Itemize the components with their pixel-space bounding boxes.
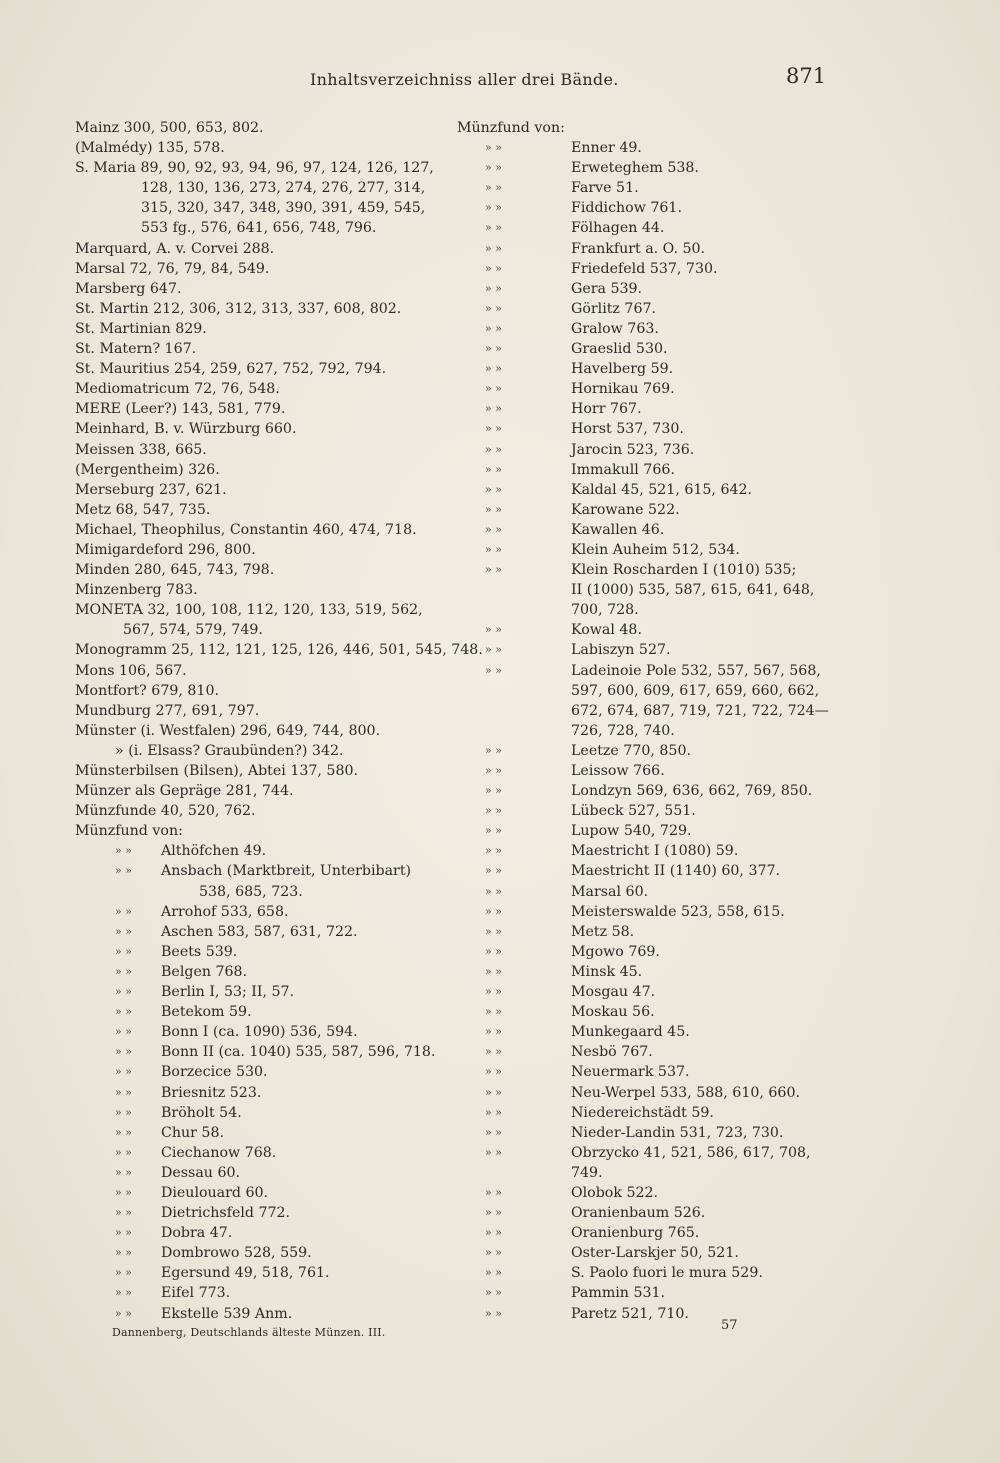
ditto-mark: » » — [485, 743, 502, 757]
fund-entry-text: Dietrichsfeld 772. — [161, 1205, 291, 1222]
ditto-mark: » » — [485, 301, 502, 315]
fund-entry-text: Gralow 763. — [571, 320, 659, 337]
ditto-mark: » » — [485, 623, 502, 637]
fund-entry-text: Enner 49. — [571, 140, 642, 157]
ditto-mark: » » — [485, 1125, 502, 1139]
index-entry: St. Mauritius 254, 259, 627, 752, 792, 794. — [75, 361, 387, 378]
index-entry: Metz 68, 547, 735. — [75, 501, 211, 518]
index-entry: St. Martinian 829. — [75, 320, 207, 337]
fund-entry-text: Horst 537, 730. — [571, 421, 684, 438]
fund-entry — [75, 1123, 475, 1143]
ditto-mark: » » — [485, 1025, 502, 1039]
ditto-mark: » » — [115, 1246, 132, 1260]
fund-entry-text: Oranienburg 765. — [571, 1225, 700, 1242]
fund-entry-text: Oranienbaum 526. — [571, 1205, 706, 1222]
fund-entry — [457, 319, 857, 339]
fund-entry — [75, 922, 475, 942]
index-entry: Marquard, A. v. Corvei 288. — [75, 240, 275, 257]
ditto-mark: » » — [485, 1105, 502, 1119]
fund-entry-text: Lübeck 527, 551. — [571, 803, 696, 820]
ditto-mark: » » — [485, 1005, 502, 1019]
fund-entry-text: Oster-Larskjer 50, 521. — [571, 1245, 739, 1262]
ditto-mark: » » — [485, 884, 502, 898]
fund-entry — [457, 861, 857, 881]
fund-entry — [457, 379, 857, 399]
ditto-mark: » » — [485, 1266, 502, 1280]
fund-entry — [75, 1062, 475, 1082]
running-title: Inhaltsverzeichniss aller drei Bände. — [310, 70, 619, 89]
fund-entry-text: Chur 58. — [161, 1124, 224, 1141]
fund-entry-text: Frankfurt a. O. 50. — [571, 240, 706, 257]
ditto-mark: » » — [485, 1065, 502, 1079]
fund-entry-continuation: 749. — [571, 1164, 603, 1181]
ditto-mark: » » — [485, 342, 502, 356]
fund-entry — [75, 1243, 475, 1263]
fund-list-right — [457, 138, 857, 1324]
fund-entry-text: Labiszyn 527. — [571, 642, 671, 659]
ditto-mark: » » — [485, 362, 502, 376]
ditto-mark: » » — [115, 904, 132, 918]
fund-entry-text: Leetze 770, 850. — [571, 742, 691, 759]
fund-entry — [457, 1022, 857, 1042]
index-entry: Meinhard, B. v. Würzburg 660. — [75, 421, 297, 438]
fund-entry — [457, 560, 857, 580]
ditto-mark: » » — [115, 944, 132, 958]
ditto-mark: » » — [485, 462, 502, 476]
ditto-mark: » » — [485, 442, 502, 456]
fund-entry — [457, 540, 857, 560]
ditto-mark: » » — [485, 844, 502, 858]
fund-entry-text: Olobok 522. — [571, 1184, 659, 1201]
ditto-mark: » » — [485, 201, 502, 215]
ditto-mark: » » — [485, 1185, 502, 1199]
fund-entry — [457, 741, 857, 761]
fund-entry-text: Nieder-Landin 531, 723, 730. — [571, 1124, 784, 1141]
fund-entry — [75, 1022, 475, 1042]
ditto-mark: » » — [115, 985, 132, 999]
fund-entry-continuation: 538, 685, 723. — [199, 883, 303, 900]
fund-entry — [457, 962, 857, 982]
fund-entry-text: Dobra 47. — [161, 1225, 233, 1242]
fund-entry-text: Maestricht II (1140) 60, 377. — [571, 863, 781, 880]
fund-entry — [457, 419, 857, 439]
fund-entry — [457, 1243, 857, 1263]
fund-entry — [457, 1123, 857, 1143]
ditto-mark: » » — [115, 964, 132, 978]
fund-entry — [457, 138, 857, 158]
fund-entry — [75, 1304, 475, 1324]
fund-entry-text: Meisterswalde 523, 558, 615. — [571, 903, 785, 920]
index-entry: Münsterbilsen (Bilsen), Abtei 137, 580. — [75, 763, 359, 779]
ditto-mark: » » — [115, 1085, 132, 1099]
fund-entry — [457, 1062, 857, 1082]
fund-entry — [457, 781, 857, 801]
fund-entry — [75, 1283, 475, 1303]
fund-entry — [457, 902, 857, 922]
fund-entry-text: Jarocin 523, 736. — [571, 441, 695, 458]
fund-entry — [457, 279, 857, 299]
fund-entry-text: Bonn II (ca. 1040) 535, 587, 596, 718. — [161, 1044, 436, 1061]
fund-entry-text: Dessau 60. — [161, 1164, 241, 1181]
fund-entry — [75, 1083, 475, 1103]
fund-entry — [457, 460, 857, 480]
fund-entry — [457, 1223, 857, 1243]
ditto-mark: » » — [485, 864, 502, 878]
fund-entry — [75, 1163, 475, 1183]
fund-entry-text: Niedereichstädt 59. — [571, 1104, 714, 1121]
fund-entry — [457, 500, 857, 520]
fund-entry-continuation: 597, 600, 609, 617, 659, 660, 662, — [571, 682, 820, 699]
fund-entry — [457, 922, 857, 942]
fund-entry-text: Graeslid 530. — [571, 341, 668, 358]
fund-entry — [457, 620, 857, 640]
fund-list-left — [75, 841, 475, 1323]
fund-entry-text: Moskau 56. — [571, 1004, 655, 1021]
ditto-mark: » » — [485, 1226, 502, 1240]
fund-entry — [457, 1103, 857, 1123]
fund-entry — [457, 399, 857, 419]
ditto-mark: » » — [485, 924, 502, 938]
fund-entry-text: Maestricht I (1080) 59. — [571, 843, 739, 860]
ditto-mark: » » — [115, 1266, 132, 1280]
ditto-mark: » » — [485, 281, 502, 295]
fund-entry — [457, 942, 857, 962]
fund-entry-text: Mosgau 47. — [571, 984, 656, 1001]
fund-entry — [457, 339, 857, 359]
page-header — [0, 64, 1000, 94]
fund-entry — [457, 239, 857, 259]
fund-entry — [457, 218, 857, 238]
index-entry-continuation: 567, 574, 579, 749. — [123, 622, 263, 639]
fund-entry-text: Hornikau 769. — [571, 381, 675, 398]
index-entry: Mediomatricum 72, 76, 548. — [75, 381, 280, 398]
ditto-mark: » » — [485, 904, 502, 918]
ditto-mark: » » — [485, 563, 502, 577]
ditto-mark: » » — [485, 764, 502, 777]
fund-entry — [457, 178, 857, 198]
fund-entry-text: Klein Roscharden I (1010) 535; — [571, 562, 797, 579]
index-entry: St. Matern? 167. — [75, 341, 197, 358]
fund-entry-text: Leissow 766. — [571, 763, 665, 779]
ditto-mark: » » — [485, 141, 502, 155]
ditto-mark: » » — [115, 844, 132, 858]
index-entry: Montfort? 679, 810. — [75, 682, 219, 699]
fund-entry — [457, 359, 857, 379]
fund-entry-text: Dombrowo 528, 559. — [161, 1245, 312, 1262]
fund-entry-text: Nesbö 767. — [571, 1044, 653, 1061]
fund-entry-text: Borzecice 530. — [161, 1064, 268, 1081]
fund-entry — [457, 882, 857, 902]
index-entry: MERE (Leer?) 143, 581, 779. — [75, 401, 286, 418]
fund-entry-text: Eifel 773. — [161, 1285, 231, 1302]
fund-entry-text: Havelberg 59. — [571, 361, 674, 378]
ditto-mark: » » — [115, 1185, 132, 1199]
ditto-mark: » » — [485, 261, 502, 275]
ditto-mark: » » — [115, 1065, 132, 1079]
fund-entry-text: Karowane 522. — [571, 501, 680, 518]
index-entry: MONETA 32, 100, 108, 112, 120, 133, 519, 562, — [75, 602, 423, 619]
ditto-mark: » » — [485, 944, 502, 958]
ditto-mark: » » — [485, 382, 502, 396]
ditto-mark: » » — [485, 321, 502, 335]
ditto-mark: » » — [115, 1005, 132, 1019]
fund-entry-text: Gera 539. — [571, 280, 643, 297]
index-entry: Mundburg 277, 691, 797. — [75, 702, 260, 719]
fund-entry — [457, 1183, 857, 1203]
fund-entry — [457, 198, 857, 218]
fund-entry — [75, 1103, 475, 1123]
fund-entry-text: Dieulouard 60. — [161, 1184, 269, 1201]
ditto-mark: » » — [485, 241, 502, 255]
index-entry: Merseburg 237, 621. — [75, 481, 227, 498]
fund-entry — [75, 1203, 475, 1223]
index-entry: (Malmédy) 135, 578. — [75, 140, 225, 157]
fund-entry — [457, 821, 857, 841]
fund-entry-text: Althöfchen 49. — [161, 843, 267, 860]
ditto-mark: » » — [485, 1246, 502, 1260]
fund-entry — [457, 661, 857, 681]
ditto-mark: » » — [485, 422, 502, 436]
fund-entry — [75, 942, 475, 962]
sheet-number: 57 — [721, 1318, 738, 1333]
fund-entry — [457, 1203, 857, 1223]
ditto-mark: » » — [485, 542, 502, 556]
fund-entry — [75, 1002, 475, 1022]
fund-entry — [457, 520, 857, 540]
ditto-mark: » » — [485, 985, 502, 999]
fund-entry-continuation: 672, 674, 687, 719, 721, 722, 724— — [571, 702, 829, 719]
imprint-line: Dannenberg, Deutschlands älteste Münzen. III. — [112, 1326, 386, 1339]
ditto-mark: » » — [485, 502, 502, 516]
fund-entry — [75, 1042, 475, 1062]
ditto-mark: » » — [485, 522, 502, 536]
fund-entry-text: Neu-Werpel 533, 588, 610, 660. — [571, 1084, 800, 1101]
fund-entry-text: Paretz 521, 710. — [571, 1305, 689, 1322]
index-entry: Marsal 72, 76, 79, 84, 549. — [75, 260, 270, 277]
index-entry: St. Martin 212, 306, 312, 313, 337, 608, 802. — [75, 300, 402, 317]
fund-entry-text: Ciechanow 768. — [161, 1144, 277, 1161]
index-entry: Minzenberg 783. — [75, 582, 198, 599]
fund-entry — [457, 640, 857, 660]
index-entry-continuation: 128, 130, 136, 273, 274, 276, 277, 314, — [141, 180, 426, 197]
index-entry: Monogramm 25, 112, 121, 125, 126, 446, 501, 545, 748. — [75, 642, 483, 659]
fund-entry-text: Arrohof 533, 658. — [161, 903, 289, 920]
ditto-mark: » » — [115, 1105, 132, 1119]
fund-entry — [457, 1263, 857, 1283]
fund-entry — [75, 1143, 475, 1163]
ditto-mark: » » — [115, 1025, 132, 1039]
index-entry: Mimigardeford 296, 800. — [75, 541, 256, 558]
ditto-mark: » » — [485, 221, 502, 235]
fund-entry — [457, 299, 857, 319]
ditto-mark: » » — [115, 1145, 132, 1159]
fund-entry-text: Beets 539. — [161, 943, 238, 960]
fund-entry-text: Ladeinoie Pole 532, 557, 567, 568, — [571, 662, 821, 679]
fund-entry-text: Londzyn 569, 636, 662, 769, 850. — [571, 783, 813, 800]
ditto-mark: » » — [115, 1286, 132, 1300]
index-entry: (Mergentheim) 326. — [75, 461, 220, 478]
fund-entry-text: Pammin 531. — [571, 1285, 666, 1302]
index-entry: Meissen 338, 665. — [75, 441, 207, 458]
ditto-mark: » » — [485, 1085, 502, 1099]
index-heading-muenzfund: Münzfund von: — [75, 823, 183, 840]
fund-entry-text: Kaldal 45, 521, 615, 642. — [571, 481, 753, 498]
fund-entry-text: Bonn I (ca. 1090) 536, 594. — [161, 1024, 358, 1041]
fund-entry-text: Fölhagen 44. — [571, 220, 665, 237]
index-entry: Münster (i. Westfalen) 296, 649, 744, 800. — [75, 722, 381, 739]
fund-entry-text: Klein Auheim 512, 534. — [571, 541, 740, 558]
fund-entry-text: Görlitz 767. — [571, 300, 657, 317]
fund-entry — [457, 259, 857, 279]
fund-entry-text: Immakull 766. — [571, 461, 675, 478]
fund-entry — [75, 962, 475, 982]
ditto-mark: » » — [485, 824, 502, 838]
index-entry-continuation: 315, 320, 347, 348, 390, 391, 459, 545, — [141, 200, 426, 217]
fund-entry — [457, 841, 857, 861]
index-entry-subentry: » (i. Elsass? Graubünden?) 342. — [115, 742, 344, 759]
fund-entry-text: Munkegaard 45. — [571, 1024, 690, 1041]
ditto-mark: » » — [485, 1306, 502, 1320]
index-entry: Mainz 300, 500, 653, 802. — [75, 120, 264, 136]
fund-entry-text: Lupow 540, 729. — [571, 823, 692, 840]
fund-entry-text: Friedefeld 537, 730. — [571, 260, 718, 277]
fund-entry-text: Mgowo 769. — [571, 943, 660, 960]
ditto-mark: » » — [485, 181, 502, 195]
index-entry: Marsberg 647. — [75, 280, 182, 297]
fund-entry — [457, 761, 857, 781]
fund-entry — [457, 1283, 857, 1303]
ditto-mark: » » — [485, 1145, 502, 1159]
fund-entry-text: Marsal 60. — [571, 883, 649, 900]
fund-entry-text: Neuermark 537. — [571, 1064, 690, 1081]
fund-entry — [457, 1304, 857, 1324]
fund-entry — [75, 982, 475, 1002]
fund-entry-text: Fiddichow 761. — [571, 200, 682, 217]
index-heading-muenzfund: Münzfund von: — [457, 120, 565, 136]
ditto-mark: » » — [115, 1226, 132, 1240]
fund-entry-text: Bröholt 54. — [161, 1104, 242, 1121]
ditto-mark: » » — [485, 1286, 502, 1300]
fund-entry-text: Minsk 45. — [571, 963, 643, 980]
page-number: 871 — [786, 64, 827, 88]
fund-entry-continuation: 726, 728, 740. — [571, 722, 675, 739]
fund-entry — [457, 801, 857, 821]
index-column-left — [75, 118, 483, 1324]
fund-entry — [457, 982, 857, 1002]
fund-entry-text: Briesnitz 523. — [161, 1084, 262, 1101]
ditto-mark: » » — [485, 1045, 502, 1059]
fund-entry-text: Egersund 49, 518, 761. — [161, 1265, 330, 1282]
fund-entry — [457, 1083, 857, 1103]
fund-entry-text: Berlin I, 53; II, 57. — [161, 984, 295, 1001]
fund-entry-text: Horr 767. — [571, 401, 642, 418]
ditto-mark: » » — [485, 161, 502, 175]
fund-entry-continuation: II (1000) 535, 587, 615, 641, 648, — [571, 582, 815, 599]
ditto-mark: » » — [115, 1165, 132, 1179]
fund-entry — [457, 440, 857, 460]
fund-entry — [457, 480, 857, 500]
fund-entry-text: Aschen 583, 587, 631, 722. — [161, 923, 358, 940]
index-entry: Minden 280, 645, 743, 798. — [75, 562, 275, 579]
ditto-mark: » » — [485, 1206, 502, 1220]
fund-entry-text: S. Paolo fuori le mura 529. — [571, 1265, 763, 1282]
fund-entry-text: Farve 51. — [571, 180, 639, 197]
fund-entry-text: Erweteghem 538. — [571, 160, 699, 177]
ditto-mark: » » — [115, 1045, 132, 1059]
ditto-mark: » » — [485, 643, 502, 657]
fund-entry-text: Betekom 59. — [161, 1004, 252, 1021]
ditto-mark: » » — [485, 402, 502, 416]
fund-entry-text: Belgen 768. — [161, 963, 248, 980]
fund-entry — [75, 1263, 475, 1283]
ditto-mark: » » — [485, 804, 502, 818]
fund-entry-text: Kowal 48. — [571, 622, 642, 639]
fund-entry — [457, 158, 857, 178]
fund-entry — [75, 841, 475, 861]
ditto-mark: » » — [115, 1206, 132, 1220]
ditto-mark: » » — [115, 864, 132, 878]
index-entry: Münzfunde 40, 520, 762. — [75, 803, 256, 820]
fund-entry-text: Kawallen 46. — [571, 521, 665, 538]
ditto-mark: » » — [485, 663, 502, 677]
index-entry: S. Maria 89, 90, 92, 93, 94, 96, 97, 124, 126, 127, — [75, 160, 434, 177]
ditto-mark: » » — [485, 784, 502, 798]
fund-entry — [75, 1223, 475, 1243]
index-column-right — [457, 118, 857, 1324]
index-entry: Michael, Theophilus, Constantin 460, 474, 718. — [75, 521, 417, 538]
ditto-mark: » » — [115, 1125, 132, 1139]
fund-entry-text: Ansbach (Marktbreit, Unterbibart) — [161, 863, 412, 880]
fund-entry-text: Obrzycko 41, 521, 586, 617, 708, — [571, 1144, 811, 1161]
ditto-mark: » » — [115, 924, 132, 938]
fund-entry — [75, 861, 475, 881]
fund-entry — [75, 902, 475, 922]
fund-entry — [457, 1002, 857, 1022]
ditto-mark: » » — [115, 1306, 132, 1320]
fund-entry-text: Metz 58. — [571, 923, 635, 940]
fund-entry — [75, 1183, 475, 1203]
index-entry: Münzer als Gepräge 281, 744. — [75, 783, 294, 800]
ditto-mark: » » — [485, 964, 502, 978]
fund-entry-text: Ekstelle 539 Anm. — [161, 1305, 293, 1322]
fund-entry-continuation: 700, 728. — [571, 602, 639, 619]
fund-entry — [457, 1143, 857, 1163]
fund-entry — [457, 1042, 857, 1062]
index-entry-continuation: 553 fg., 576, 641, 656, 748, 796. — [141, 220, 377, 237]
index-entry: Mons 106, 567. — [75, 662, 187, 679]
ditto-mark: » » — [485, 482, 502, 496]
